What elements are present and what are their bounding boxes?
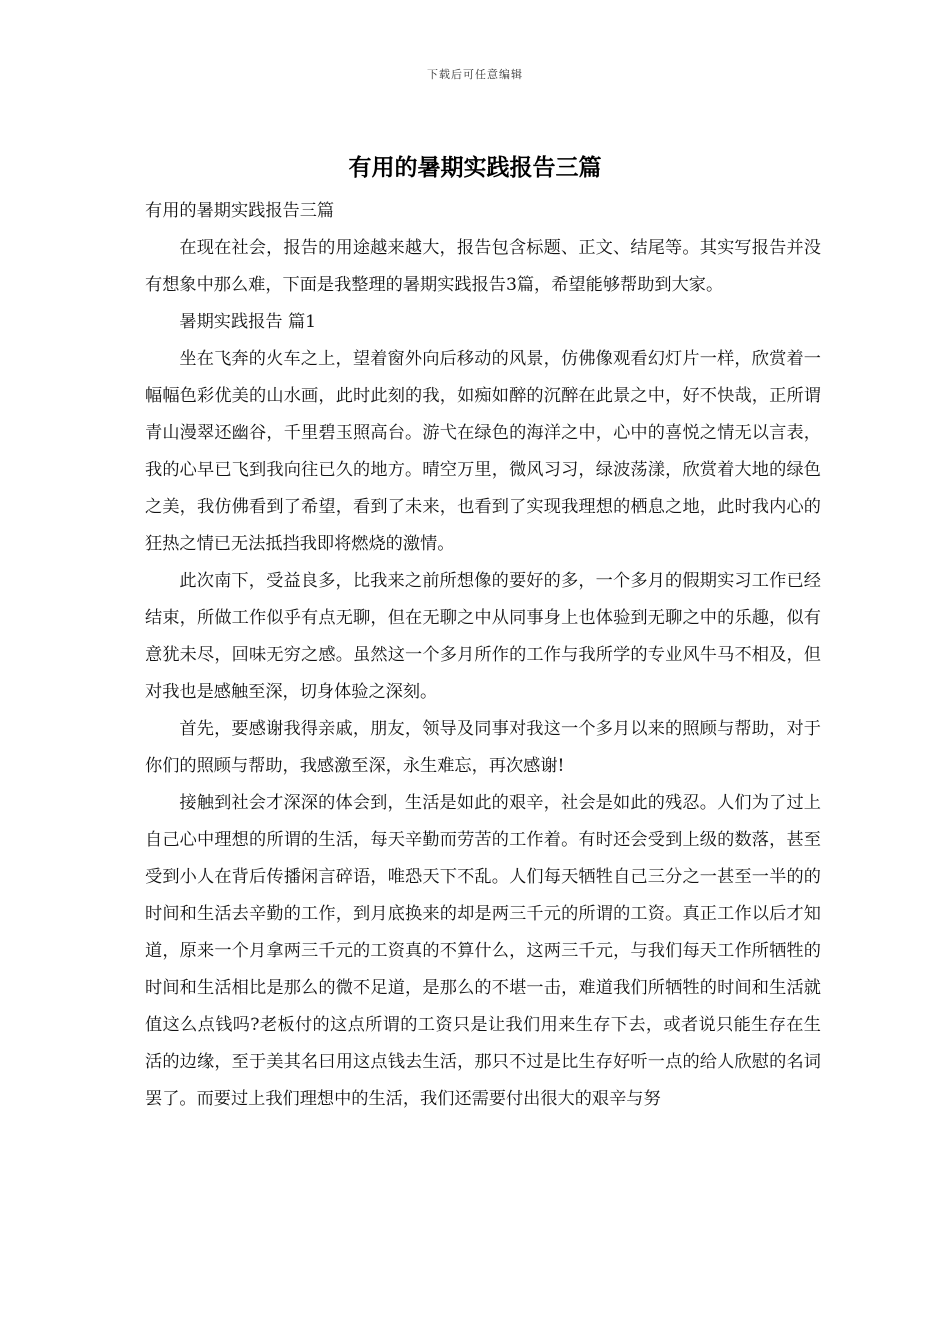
body-paragraph: 首先，要感谢我得亲戚，朋友，领导及同事对我这一个多月以来的照顾与帮助，对于你们的照顾与帮助，我感激至深，永生难忘，再次感谢!	[145, 719, 821, 776]
subtitle-paragraph: 有用的暑期实践报告三篇	[145, 201, 335, 221]
document-title: 有用的暑期实践报告三篇	[348, 154, 602, 181]
section-heading: 暑期实践报告 篇1	[179, 312, 317, 332]
header-note: 下载后可任意编辑	[427, 68, 523, 81]
body-paragraph: 坐在飞奔的火车之上，望着窗外向后移动的风景，仿佛像观看幻灯片一样，欣赏着一幅幅色彩优美的山水画，此时此刻的我，如痴如醉的沉醉在此景之中，好不快哉，正所谓青山漫翠还幽谷，千里碧玉照高台。游弋在绿色的海洋之中，心中的喜悦之情无以言表，我的心早已飞到我向往已久的地方。晴空万里，微风习习，绿波荡漾，欣赏着大地的绿色之美，我仿佛看到了希望，看到了未来，也看到了实现我理想的栖息之地，此时我内心的狂热之情已无法抵挡我即将燃烧的激情。	[145, 349, 821, 554]
body-paragraph: 此次南下，受益良多，比我来之前所想像的要好的多，一个多月的假期实习工作已经结束，所做工作似乎有点无聊，但在无聊之中从同事身上也体验到无聊之中的乐趣，似有意犹未尽，回味无穷之感。虽然这一个多月所作的工作与我所学的专业风牛马不相及，但对我也是感触至深，切身体验之深刻。	[145, 571, 821, 702]
intro-paragraph: 在现在社会，报告的用途越来越大，报告包含标题、正文、结尾等。其实写报告并没有想象中那么难，下面是我整理的暑期实践报告3篇，希望能够帮助到大家。	[145, 238, 821, 295]
body-paragraph: 接触到社会才深深的体会到，生活是如此的艰辛，社会是如此的残忍。人们为了过上自己心中理想的所谓的生活，每天辛勤而劳苦的工作着。有时还会受到上级的数落，甚至受到小人在背后传播闲言碎语，唯恐天下不乱。人们每天牺牲自己三分之一甚至一半的的时间和生活去辛勤的工作，到月底换来的却是两三千元的所谓的工资。真正工作以后才知道，原来一个月拿两三千元的工资真的不算什么，这两三千元，与我们每天工作所牺牲的时间和生活相比是那么的微不足道，是那么的不堪一击，难道我们所牺牲的时间和生活就值这么点钱吗?老板付的这点所谓的工资只是让我们用来生存下去，或者说只能生存在生活的边缘，至于美其名曰用这点钱去生活，那只不过是比生存好听一点的给人欣慰的名词罢了。而要过上我们理想中的生活，我们还需要付出很大的艰辛与努	[145, 793, 821, 1109]
document-body	[145, 193, 821, 1118]
